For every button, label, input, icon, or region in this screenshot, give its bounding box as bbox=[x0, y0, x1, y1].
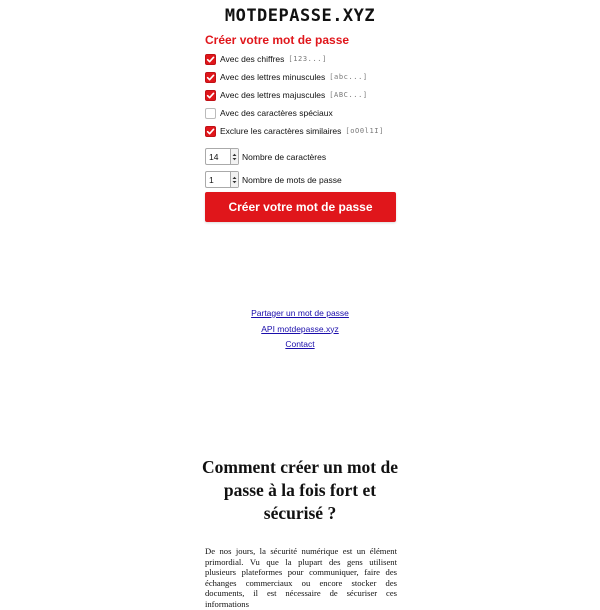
option-uppercase[interactable] bbox=[205, 86, 405, 104]
contact-link[interactable]: Contact bbox=[285, 339, 315, 349]
option-lowercase[interactable] bbox=[205, 68, 405, 86]
count-row bbox=[205, 168, 405, 191]
form-title: Créer votre mot de passe bbox=[205, 33, 350, 47]
check-icon bbox=[206, 55, 215, 64]
chevron-down-icon[interactable] bbox=[230, 172, 238, 187]
option-hint: [abc...] bbox=[329, 73, 368, 81]
article-body: De nos jours, la sécurité numérique est un élément primordial. Vu que la plupart des gens utilisent plusieurs plateformes pour communiquer, faire des échanges commerciaux ou encore stocker des documents, il est nécessaire de sécuriser ces informations bbox=[205, 546, 397, 609]
check-icon bbox=[206, 91, 215, 100]
option-digits[interactable] bbox=[205, 50, 405, 68]
password-form bbox=[205, 33, 405, 191]
checkbox-lowercase[interactable] bbox=[205, 72, 216, 83]
length-row bbox=[205, 145, 405, 168]
option-hint: [oO0l1I] bbox=[345, 127, 384, 135]
footer-links bbox=[0, 306, 600, 353]
option-special[interactable] bbox=[205, 104, 405, 122]
length-select[interactable] bbox=[205, 148, 239, 165]
count-value: 1 bbox=[209, 174, 214, 185]
checkbox-exclude-similar[interactable] bbox=[205, 126, 216, 137]
count-label: Nombre de mots de passe bbox=[242, 174, 342, 185]
option-label: Avec des chiffres bbox=[220, 54, 285, 64]
option-label: Avec des caractères spéciaux bbox=[220, 108, 333, 118]
checkbox-special[interactable] bbox=[205, 108, 216, 119]
article-title: Comment créer un mot de passe à la fois fort et sécurisé ? bbox=[201, 457, 398, 523]
length-label: Nombre de caractères bbox=[242, 151, 327, 162]
option-label: Exclure les caractères similaires bbox=[220, 126, 342, 136]
checkbox-digits[interactable] bbox=[205, 54, 216, 65]
check-icon bbox=[206, 127, 215, 136]
site-logo[interactable]: MOTDEPASSE.XYZ bbox=[224, 6, 376, 26]
option-label: Avec des lettres minuscules bbox=[220, 72, 326, 82]
count-select[interactable] bbox=[205, 171, 239, 188]
option-hint: [ABC...] bbox=[329, 91, 368, 99]
api-link[interactable]: API motdepasse.xyz bbox=[261, 323, 339, 334]
length-value: 14 bbox=[209, 151, 219, 162]
checkbox-uppercase[interactable] bbox=[205, 90, 216, 101]
check-icon bbox=[206, 73, 215, 82]
create-password-button[interactable]: Créer votre mot de passe bbox=[205, 192, 396, 222]
chevron-down-icon[interactable] bbox=[230, 149, 238, 164]
option-exclude-similar[interactable] bbox=[205, 122, 405, 140]
option-label: Avec des lettres majuscules bbox=[220, 90, 326, 100]
option-hint: [123...] bbox=[288, 55, 327, 63]
share-password-link[interactable]: Partager un mot de passe bbox=[251, 308, 349, 318]
